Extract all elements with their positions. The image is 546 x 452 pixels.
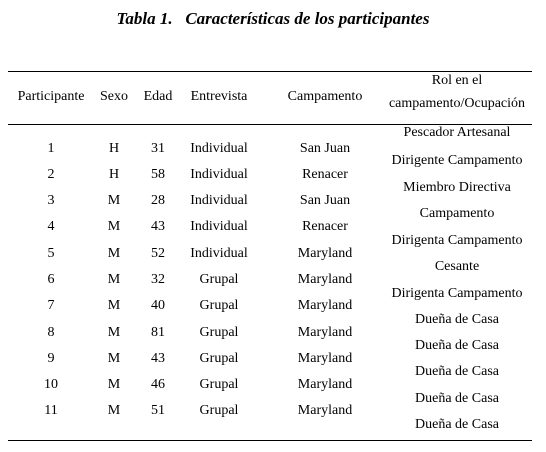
table-cell: M (107, 325, 121, 340)
table-cell: M (107, 377, 121, 392)
table-cell: Individual (190, 193, 248, 208)
table-cell: Maryland (297, 377, 353, 392)
table-cell: 8 (47, 325, 55, 340)
table-cell: 51 (151, 403, 165, 418)
table-cell: Grupal (199, 403, 239, 418)
column-header: Participante (17, 89, 85, 104)
table-cell: H (108, 141, 120, 156)
column-header: Campamento (287, 89, 363, 104)
table-cell: Maryland (297, 325, 353, 340)
table-cell: Maryland (297, 351, 353, 366)
column-header: Edad (143, 89, 173, 104)
table-cell: 28 (151, 193, 165, 208)
table-cell: Grupal (199, 325, 239, 340)
column-header: Sexo (100, 89, 128, 104)
table-cell: H (108, 167, 120, 182)
table-cell: Grupal (199, 351, 239, 366)
table-cell: Individual (190, 219, 248, 234)
role-cell: Miembro Directiva (403, 180, 511, 195)
table-cell: Maryland (297, 272, 353, 287)
table-cell: 11 (44, 403, 58, 418)
table-cell: 43 (151, 351, 165, 366)
table-cell: 6 (47, 272, 55, 287)
role-cell: Pescador Artesanal (403, 125, 511, 140)
table-cell: 10 (44, 377, 58, 392)
table-cell: M (107, 298, 121, 313)
table-cell: 9 (47, 351, 55, 366)
bottom-rule (8, 440, 532, 441)
role-cell: Cesante (434, 259, 480, 274)
table-cell: 31 (151, 141, 165, 156)
table-cell: 58 (151, 167, 165, 182)
table-cell: 52 (151, 246, 165, 261)
role-cell: Dueña de Casa (415, 391, 499, 406)
table-cell: San Juan (299, 193, 351, 208)
table-cell: Renacer (302, 219, 348, 234)
table-cell: Grupal (199, 272, 239, 287)
table-cell: 32 (151, 272, 165, 287)
column-header: Entrevista (190, 89, 248, 104)
table-cell: M (107, 219, 121, 234)
table-cell: 40 (151, 298, 165, 313)
top-rule (8, 71, 532, 72)
column-header-role: Rol en el (431, 73, 483, 88)
table-cell: Grupal (199, 377, 239, 392)
role-cell: Dirigenta Campamento (391, 286, 523, 301)
table-cell: M (107, 351, 121, 366)
table-cell: 1 (47, 141, 55, 156)
table-title: Tabla 1. Características de los participantes (116, 9, 430, 28)
table-cell: 43 (151, 219, 165, 234)
table-cell: Individual (190, 141, 248, 156)
role-cell: Dirigente Campamento (391, 153, 523, 168)
table-cell: Individual (190, 167, 248, 182)
table-cell: 4 (47, 219, 55, 234)
table-cell: Individual (190, 246, 248, 261)
table-cell: 46 (151, 377, 165, 392)
table-cell: Maryland (297, 246, 353, 261)
table-cell: M (107, 193, 121, 208)
role-cell: Dueña de Casa (415, 338, 499, 353)
table-cell: Grupal (199, 298, 239, 313)
table-cell: M (107, 246, 121, 261)
table-cell: Renacer (302, 167, 348, 182)
table-cell: M (107, 403, 121, 418)
role-cell: Dirigenta Campamento (391, 233, 523, 248)
column-header-role: campamento/Ocupación (388, 96, 526, 111)
table-cell: M (107, 272, 121, 287)
role-cell: Dueña de Casa (415, 364, 499, 379)
table-cell: Maryland (297, 298, 353, 313)
role-cell: Dueña de Casa (415, 312, 499, 327)
role-cell: Dueña de Casa (415, 417, 499, 432)
table-cell: 2 (47, 167, 55, 182)
table-cell: San Juan (299, 141, 351, 156)
table-cell: 3 (47, 193, 55, 208)
table-cell: 81 (151, 325, 165, 340)
table-cell: 5 (47, 246, 55, 261)
role-cell: Campamento (419, 206, 495, 221)
table-cell: Maryland (297, 403, 353, 418)
table-cell: 7 (47, 298, 55, 313)
